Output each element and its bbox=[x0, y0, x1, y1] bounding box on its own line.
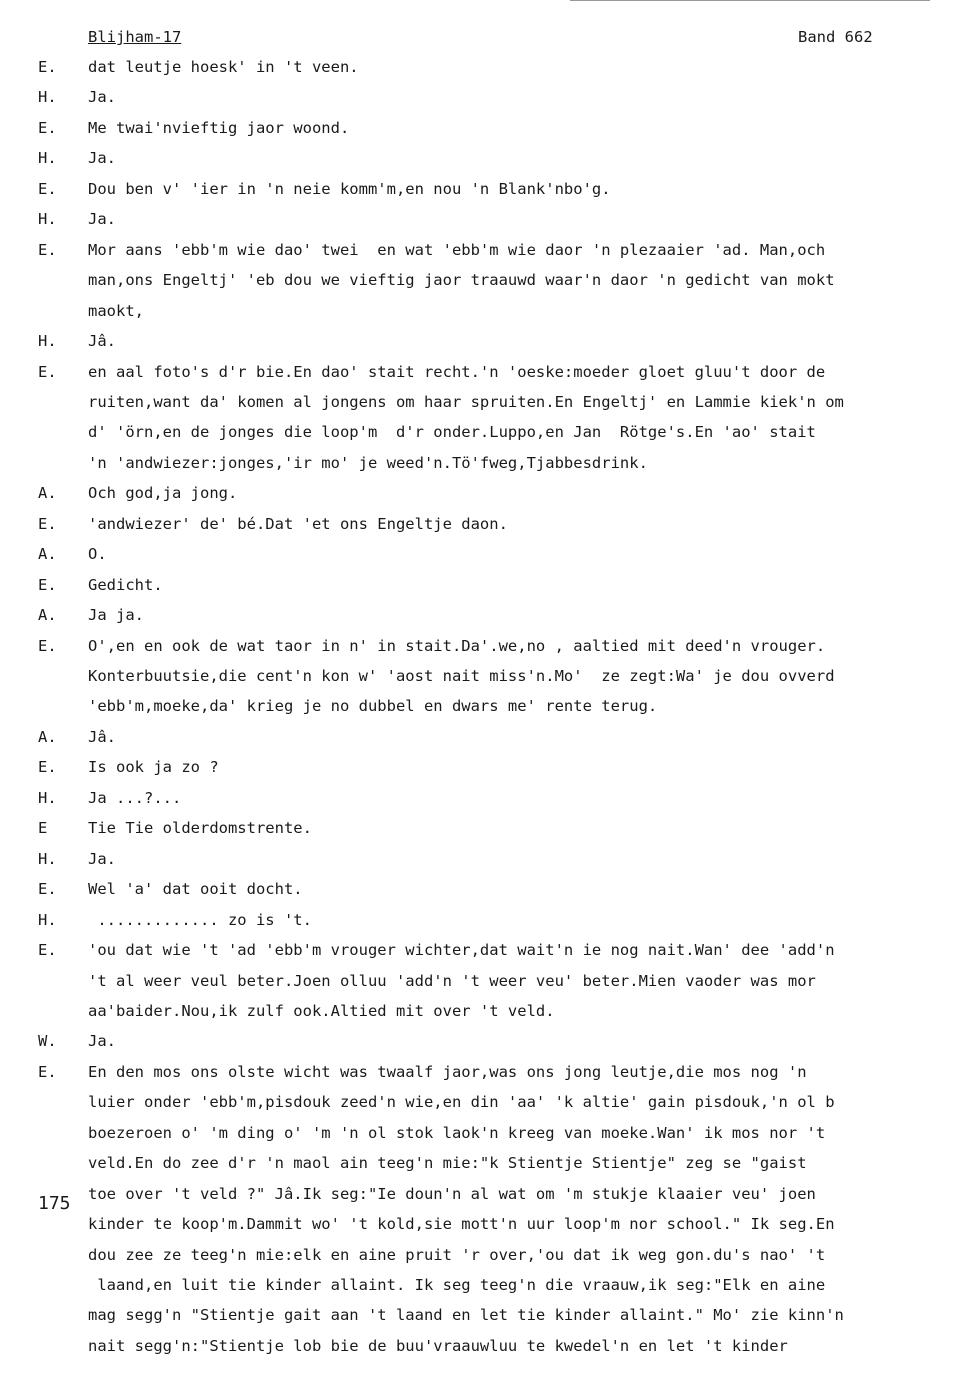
line-text: ruiten,want da' komen al jongens om haar spruiten.En Engeltj' en Lammie kiek'n om bbox=[88, 392, 844, 411]
transcript-line bbox=[0, 393, 973, 417]
line-text: Jâ. bbox=[88, 332, 116, 351]
band-label: Band 662 bbox=[798, 28, 873, 46]
line-text: 't al weer veul beter.Joen olluu 'add'n 't weer veu' beter.Mien vaoder was mor bbox=[88, 971, 816, 990]
transcript-line bbox=[0, 911, 973, 935]
line-text: O',en en ook de wat taor in n' in stait.Da'.we,no , aaltied mit deed'n vrouger. bbox=[88, 636, 826, 655]
transcript-line bbox=[0, 119, 973, 143]
line-text: Ja ...?... bbox=[88, 788, 182, 807]
speaker-label: A. bbox=[38, 727, 57, 746]
line-text: luier onder 'ebb'm,pisdouk zeed'n wie,en din 'aa' 'k altie' gain pisdouk,'n ol b bbox=[88, 1093, 835, 1112]
line-text: Tie Tie olderdomstrente. bbox=[88, 819, 312, 838]
transcript-line bbox=[0, 423, 973, 447]
speaker-label: E. bbox=[38, 362, 57, 381]
transcript-line bbox=[0, 1276, 973, 1300]
transcript-line bbox=[0, 758, 973, 782]
line-text: Ja. bbox=[88, 88, 116, 107]
line-text: 'andwiezer' de' bé.Dat 'et ons Engeltje daon. bbox=[88, 514, 508, 533]
document-title: Blijham-17 bbox=[88, 28, 182, 46]
transcript-line bbox=[0, 576, 973, 600]
transcript-line bbox=[0, 180, 973, 204]
line-text: Me twai'nvieftig jaor woond. bbox=[88, 118, 350, 137]
line-text: nait segg'n:"Stientje lob bie de buu'vraauwluu te kwedel'n en let 't kinder bbox=[88, 1336, 788, 1355]
speaker-label: E bbox=[38, 819, 48, 838]
line-text: Ja. bbox=[88, 149, 116, 168]
line-text: Jâ. bbox=[88, 727, 116, 746]
line-text: Gedicht. bbox=[88, 575, 163, 594]
line-text: Is ook ja zo ? bbox=[88, 758, 219, 777]
transcript-line bbox=[0, 880, 973, 904]
line-text: dou zee ze teeg'n mie:elk en aine pruit 'r over,'ou dat ik weg gon.du's nao' 't bbox=[88, 1245, 826, 1264]
transcript-line bbox=[0, 241, 973, 265]
transcript-line bbox=[0, 1063, 973, 1087]
line-text: Konterbuutsie,die cent'n kon w' 'aost nait miss'n.Mo' ze zegt:Wa' je dou ovverd bbox=[88, 667, 835, 685]
line-text: O. bbox=[88, 545, 107, 564]
transcript-line bbox=[0, 454, 973, 478]
speaker-label: H. bbox=[38, 149, 57, 168]
speaker-label: E. bbox=[38, 575, 57, 594]
speaker-label: A. bbox=[38, 545, 57, 564]
transcript-line bbox=[0, 363, 973, 387]
line-text: aa'baider.Nou,ik zulf ook.Altied mit over 't veld. bbox=[88, 1001, 555, 1020]
transcript-line bbox=[0, 545, 973, 569]
transcript-line bbox=[0, 789, 973, 813]
transcript-line bbox=[0, 728, 973, 752]
transcript-line bbox=[0, 58, 973, 82]
line-text: boezeroen o' 'm ding o' 'm 'n ol stok laok'n kreeg van moeke.Wan' ik mos nor 't bbox=[88, 1123, 826, 1142]
line-text: d' 'örn,en de jonges die loop'm d'r onder.Luppo,en Jan Rötge's.En 'ao' stait bbox=[88, 423, 816, 442]
transcript-line bbox=[0, 149, 973, 173]
line-text: En den mos ons olste wicht was twaalf jaor,was ons jong leutje,die mos nog 'n bbox=[88, 1062, 807, 1081]
speaker-label: E. bbox=[38, 58, 57, 76]
line-text: laand,en luit tie kinder allaint. Ik seg teeg'n die vraauw,ik seg:"Elk en aine bbox=[88, 1276, 826, 1294]
transcript-line bbox=[0, 1032, 973, 1056]
speaker-label: E. bbox=[38, 941, 57, 960]
speaker-label: A. bbox=[38, 484, 57, 503]
transcript-line bbox=[0, 1002, 973, 1026]
transcript-line bbox=[0, 606, 973, 630]
transcript-line bbox=[0, 1337, 973, 1361]
transcript-line bbox=[0, 1124, 973, 1148]
line-text: Dou ben v' 'ier in 'n neie komm'm,en nou 'n Blank'nbo'g. bbox=[88, 179, 611, 198]
speaker-label: E. bbox=[38, 240, 57, 259]
speaker-label: E. bbox=[38, 118, 57, 137]
transcript-line bbox=[0, 302, 973, 326]
page-number: 175 bbox=[38, 1193, 71, 1214]
speaker-label: E. bbox=[38, 636, 57, 655]
line-text: Ja. bbox=[88, 849, 116, 868]
transcript-line bbox=[0, 210, 973, 234]
line-text: mag segg'n "Stientje gait aan 't laand en let tie kinder allaint." Mo' zie kinn'n bbox=[88, 1306, 844, 1325]
line-text: Ja ja. bbox=[88, 606, 144, 625]
line-text: toe over 't veld ?" Jâ.Ik seg:"Ie doun'n al wat om 'm stukje klaaier veu' joen bbox=[88, 1184, 816, 1203]
top-rule bbox=[570, 0, 930, 1]
speaker-label: H. bbox=[38, 332, 57, 351]
transcript-line bbox=[0, 850, 973, 874]
line-text: Mor aans 'ebb'm wie dao' twei en wat 'ebb'm wie daor 'n plezaaier 'ad. Man,och bbox=[88, 240, 826, 259]
speaker-label: E. bbox=[38, 179, 57, 198]
line-text: dat leutje hoesk' in 't veen. bbox=[88, 58, 359, 76]
transcript-line bbox=[0, 697, 973, 721]
transcript-line bbox=[0, 271, 973, 295]
speaker-label: E. bbox=[38, 1062, 57, 1081]
transcript-line bbox=[0, 332, 973, 356]
transcript-line bbox=[0, 972, 973, 996]
speaker-label: H. bbox=[38, 788, 57, 807]
transcript-line bbox=[0, 1246, 973, 1270]
line-text: Wel 'a' dat ooit docht. bbox=[88, 880, 303, 899]
line-text: 'ebb'm,moeke,da' krieg je no dubbel en dwars me' rente terug. bbox=[88, 697, 658, 716]
speaker-label: E. bbox=[38, 880, 57, 899]
line-text: 'n 'andwiezer:jonges,'ir mo' je weed'n.Tö'fweg,Tjabbesdrink. bbox=[88, 453, 648, 472]
transcript-line bbox=[0, 1185, 973, 1209]
line-text: man,ons Engeltj' 'eb dou we vieftig jaor traauwd waar'n daor 'n gedicht van mokt bbox=[88, 271, 835, 290]
speaker-label: H. bbox=[38, 849, 57, 868]
line-text: 'ou dat wie 't 'ad 'ebb'm vrouger wichter,dat wait'n ie nog nait.Wan' dee 'add'n bbox=[88, 941, 835, 960]
transcript-line bbox=[0, 1215, 973, 1239]
transcript-line bbox=[0, 88, 973, 112]
line-text: Ja. bbox=[88, 1032, 116, 1051]
transcript-line bbox=[0, 819, 973, 843]
line-text: veld.En do zee d'r 'n maol ain teeg'n mie:"k Stientje Stientje" zeg se "gaist bbox=[88, 1154, 807, 1173]
line-text: Och god,ja jong. bbox=[88, 484, 238, 503]
transcript-line bbox=[0, 515, 973, 539]
speaker-label: E. bbox=[38, 758, 57, 777]
transcript-line bbox=[0, 637, 973, 661]
line-text: maokt, bbox=[88, 301, 144, 320]
transcript-line bbox=[0, 1154, 973, 1178]
speaker-label: E. bbox=[38, 514, 57, 533]
line-text: kinder te koop'm.Dammit wo' 't kold,sie mott'n uur loop'm nor school." Ik seg.En bbox=[88, 1215, 835, 1234]
transcript-line bbox=[0, 1093, 973, 1117]
transcript-line bbox=[0, 484, 973, 508]
line-text: ............. zo is 't. bbox=[88, 910, 312, 929]
line-text: en aal foto's d'r bie.En dao' stait recht.'n 'oeske:moeder gloet gluu't door de bbox=[88, 362, 826, 381]
speaker-label: H. bbox=[38, 910, 57, 929]
speaker-label: W. bbox=[38, 1032, 57, 1051]
line-text: Ja. bbox=[88, 210, 116, 229]
transcript-line bbox=[0, 1306, 973, 1330]
speaker-label: H. bbox=[38, 88, 57, 107]
speaker-label: H. bbox=[38, 210, 57, 229]
speaker-label: A. bbox=[38, 606, 57, 625]
transcript-line bbox=[0, 667, 973, 691]
transcript-line bbox=[0, 941, 973, 965]
